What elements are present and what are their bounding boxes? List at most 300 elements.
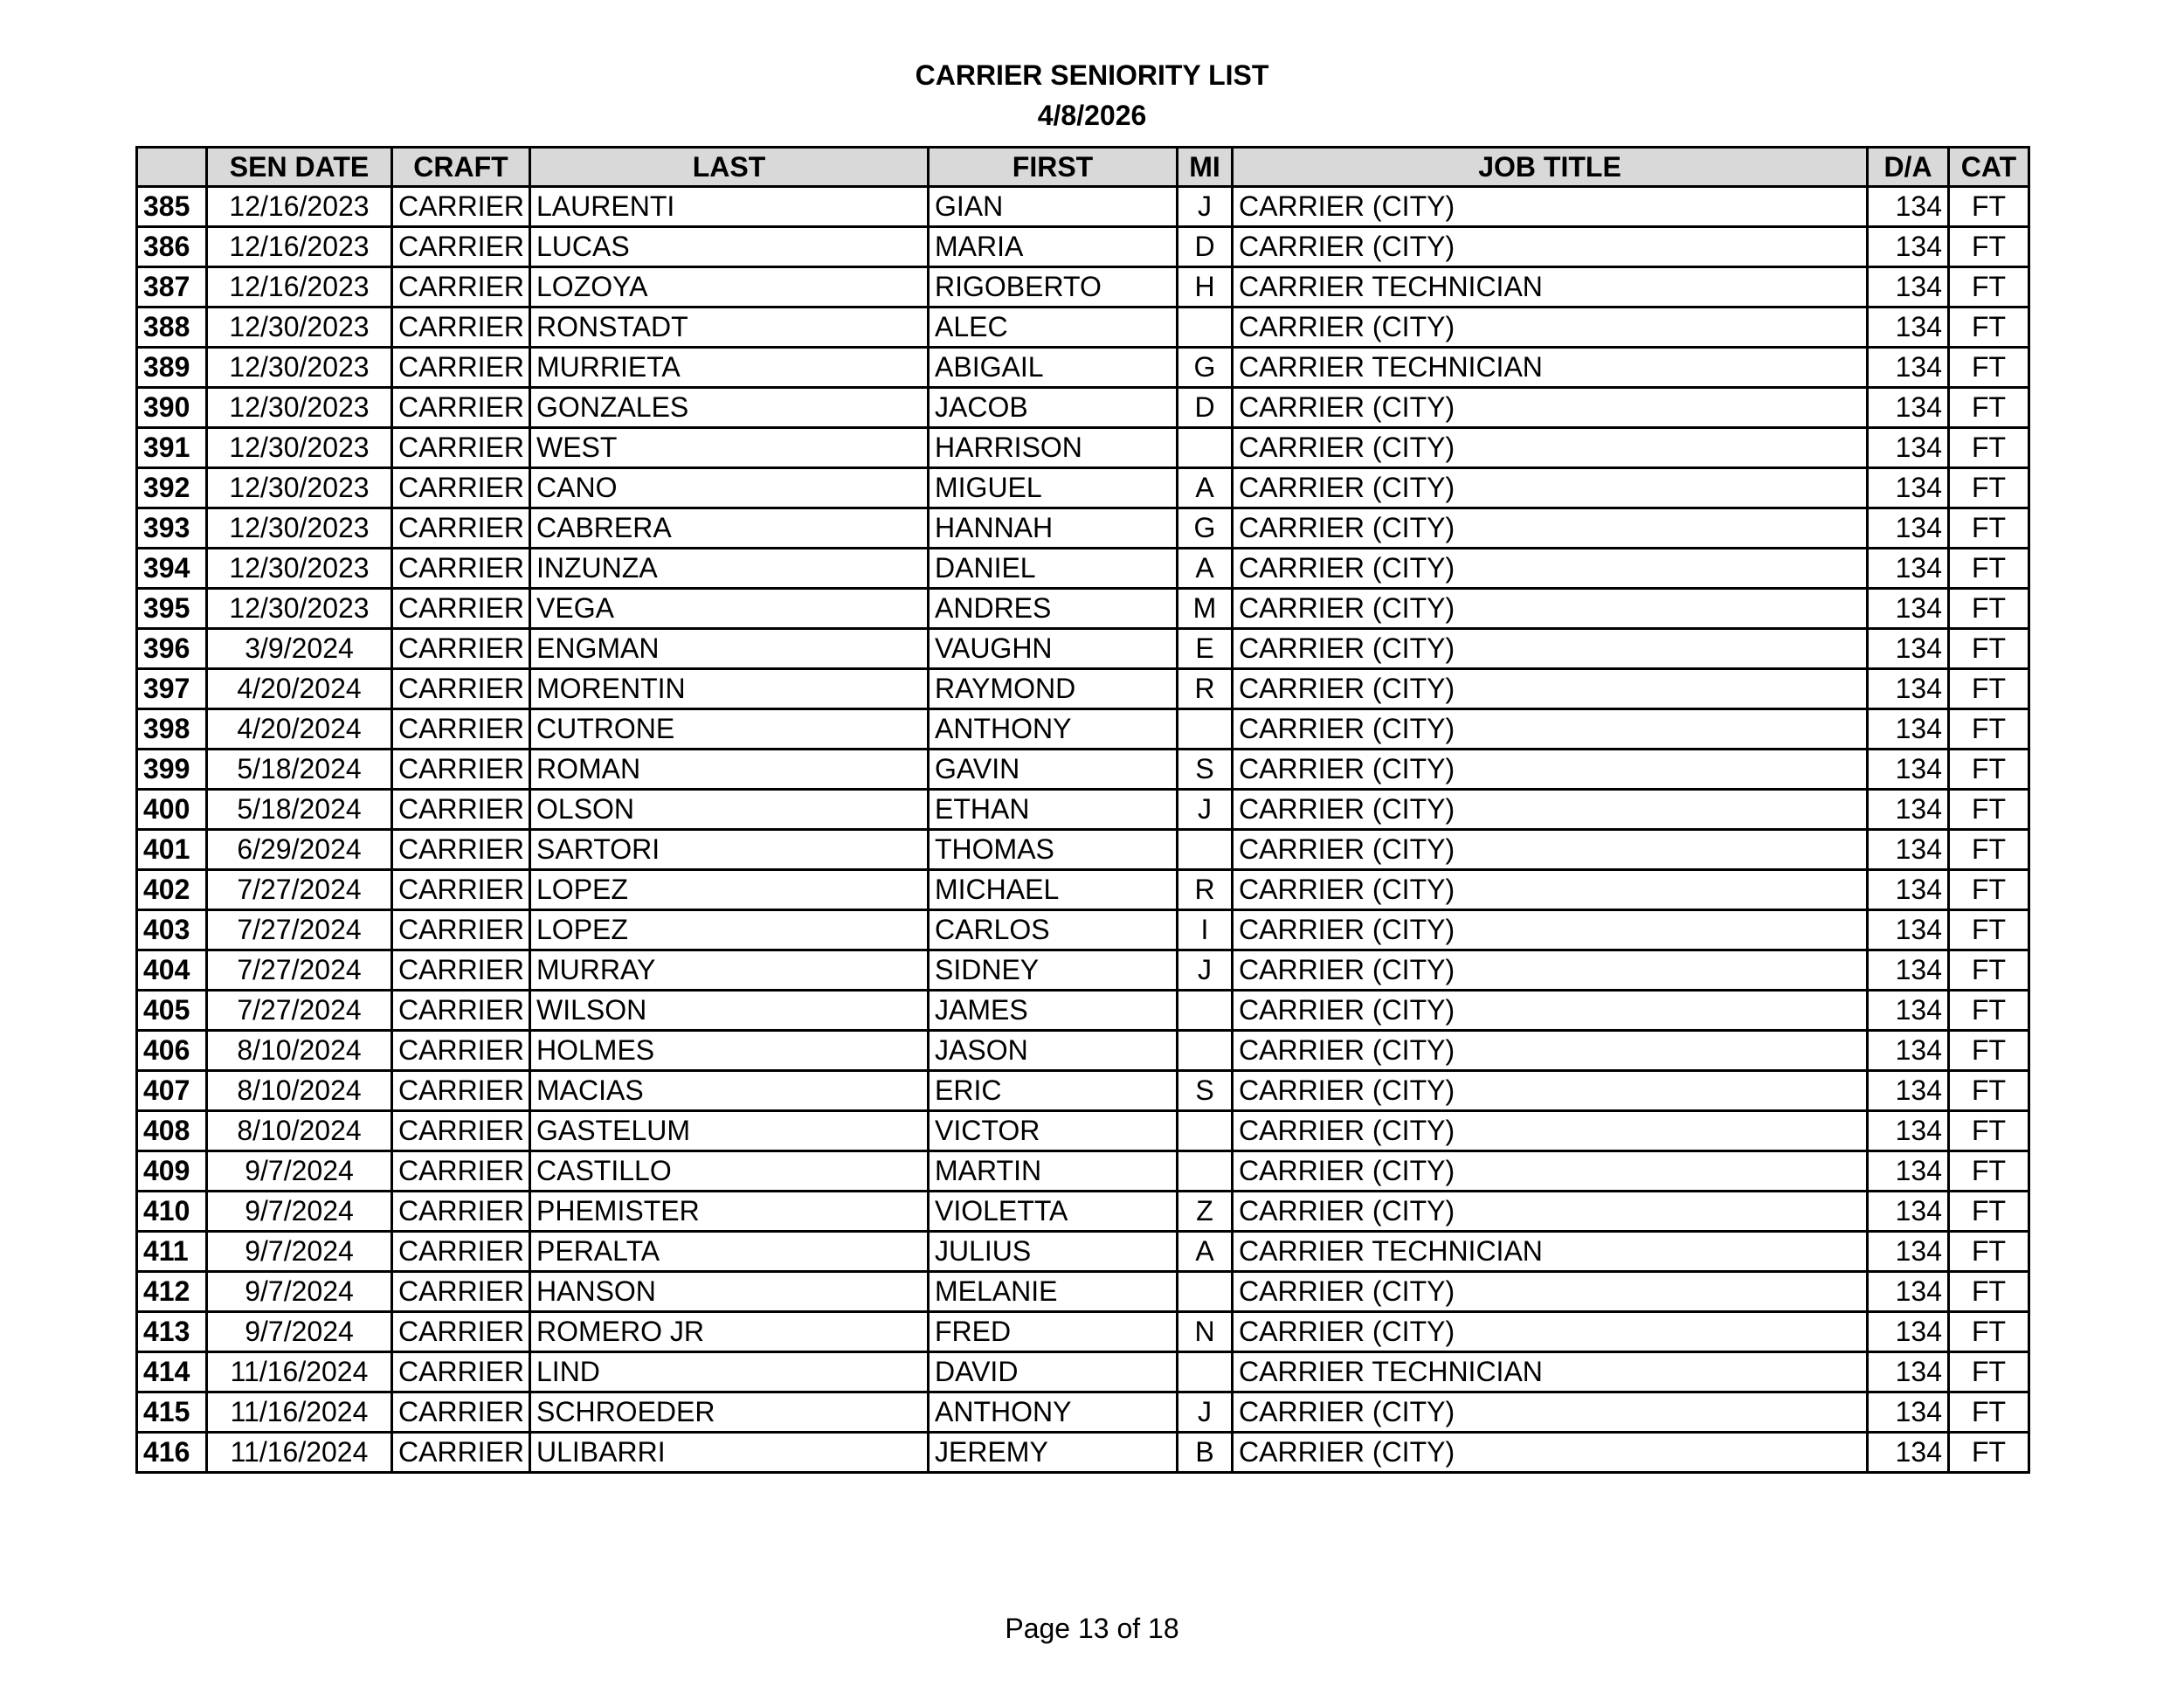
cell-craft: CARRIER xyxy=(392,1232,530,1272)
cell-seniority-number: 402 xyxy=(137,870,207,910)
cell-job-title: CARRIER (CITY) xyxy=(1233,187,1868,227)
cell-category: FT xyxy=(1949,709,2029,750)
cell-sen-date: 8/10/2024 xyxy=(207,1031,392,1071)
cell-craft: CARRIER xyxy=(392,669,530,709)
header-craft: CRAFT xyxy=(392,148,530,187)
cell-middle-initial: G xyxy=(1178,508,1233,549)
cell-seniority-number: 406 xyxy=(137,1031,207,1071)
table-row xyxy=(137,267,2029,307)
cell-da: 134 xyxy=(1868,508,1949,549)
cell-craft: CARRIER xyxy=(392,1111,530,1151)
cell-seniority-number: 393 xyxy=(137,508,207,549)
table-row xyxy=(137,910,2029,950)
cell-craft: CARRIER xyxy=(392,910,530,950)
table-row xyxy=(137,428,2029,468)
cell-job-title: CARRIER (CITY) xyxy=(1233,1272,1868,1312)
table-row xyxy=(137,1151,2029,1192)
cell-middle-initial: A xyxy=(1178,549,1233,589)
cell-category: FT xyxy=(1949,227,2029,267)
cell-first-name: MARTIN xyxy=(929,1151,1178,1192)
cell-craft: CARRIER xyxy=(392,428,530,468)
cell-first-name: JULIUS xyxy=(929,1232,1178,1272)
cell-middle-initial: D xyxy=(1178,388,1233,428)
table-row xyxy=(137,549,2029,589)
header-mi: MI xyxy=(1178,148,1233,187)
cell-seniority-number: 407 xyxy=(137,1071,207,1111)
cell-da: 134 xyxy=(1868,830,1949,870)
cell-da: 134 xyxy=(1868,1352,1949,1392)
cell-job-title: CARRIER TECHNICIAN xyxy=(1233,1232,1868,1272)
cell-craft: CARRIER xyxy=(392,508,530,549)
cell-job-title: CARRIER (CITY) xyxy=(1233,790,1868,830)
cell-category: FT xyxy=(1949,1151,2029,1192)
cell-sen-date: 8/10/2024 xyxy=(207,1071,392,1111)
cell-middle-initial: I xyxy=(1178,910,1233,950)
cell-craft: CARRIER xyxy=(392,991,530,1031)
cell-first-name: ETHAN xyxy=(929,790,1178,830)
cell-middle-initial: E xyxy=(1178,629,1233,669)
cell-sen-date: 12/30/2023 xyxy=(207,549,392,589)
cell-seniority-number: 398 xyxy=(137,709,207,750)
cell-last-name: WEST xyxy=(530,428,929,468)
cell-da: 134 xyxy=(1868,870,1949,910)
cell-craft: CARRIER xyxy=(392,187,530,227)
cell-craft: CARRIER xyxy=(392,307,530,348)
cell-last-name: ULIBARRI xyxy=(530,1433,929,1473)
page-number: Page 13 of 18 xyxy=(1005,1613,1179,1644)
cell-first-name: MIGUEL xyxy=(929,468,1178,508)
cell-craft: CARRIER xyxy=(392,629,530,669)
cell-craft: CARRIER xyxy=(392,589,530,629)
cell-job-title: CARRIER (CITY) xyxy=(1233,227,1868,267)
table-row xyxy=(137,991,2029,1031)
cell-middle-initial xyxy=(1178,1272,1233,1312)
table-row xyxy=(137,307,2029,348)
cell-da: 134 xyxy=(1868,910,1949,950)
cell-last-name: LIND xyxy=(530,1352,929,1392)
cell-seniority-number: 410 xyxy=(137,1192,207,1232)
cell-middle-initial xyxy=(1178,428,1233,468)
cell-first-name: FRED xyxy=(929,1312,1178,1352)
cell-sen-date: 9/7/2024 xyxy=(207,1232,392,1272)
cell-middle-initial: S xyxy=(1178,1071,1233,1111)
cell-sen-date: 12/30/2023 xyxy=(207,388,392,428)
cell-last-name: ROMAN xyxy=(530,750,929,790)
cell-category: FT xyxy=(1949,348,2029,388)
cell-first-name: ANTHONY xyxy=(929,709,1178,750)
cell-middle-initial: H xyxy=(1178,267,1233,307)
cell-first-name: RAYMOND xyxy=(929,669,1178,709)
cell-first-name: ERIC xyxy=(929,1071,1178,1111)
table-header-row xyxy=(137,148,2029,187)
cell-first-name: ANTHONY xyxy=(929,1392,1178,1433)
cell-last-name: LOPEZ xyxy=(530,910,929,950)
cell-middle-initial: Z xyxy=(1178,1192,1233,1232)
cell-seniority-number: 386 xyxy=(137,227,207,267)
cell-craft: CARRIER xyxy=(392,1392,530,1433)
cell-da: 134 xyxy=(1868,1272,1949,1312)
cell-da: 134 xyxy=(1868,348,1949,388)
cell-da: 134 xyxy=(1868,388,1949,428)
cell-seniority-number: 395 xyxy=(137,589,207,629)
cell-category: FT xyxy=(1949,187,2029,227)
cell-sen-date: 7/27/2024 xyxy=(207,991,392,1031)
cell-middle-initial xyxy=(1178,307,1233,348)
cell-job-title: CARRIER (CITY) xyxy=(1233,1192,1868,1232)
table-row xyxy=(137,629,2029,669)
cell-first-name: GAVIN xyxy=(929,750,1178,790)
cell-craft: CARRIER xyxy=(392,1071,530,1111)
cell-job-title: CARRIER TECHNICIAN xyxy=(1233,348,1868,388)
table-row xyxy=(137,1392,2029,1433)
cell-category: FT xyxy=(1949,1272,2029,1312)
cell-category: FT xyxy=(1949,950,2029,991)
cell-last-name: RONSTADT xyxy=(530,307,929,348)
cell-first-name: ANDRES xyxy=(929,589,1178,629)
cell-category: FT xyxy=(1949,870,2029,910)
cell-category: FT xyxy=(1949,388,2029,428)
cell-craft: CARRIER xyxy=(392,1433,530,1473)
cell-middle-initial xyxy=(1178,830,1233,870)
cell-first-name: VICTOR xyxy=(929,1111,1178,1151)
cell-da: 134 xyxy=(1868,307,1949,348)
cell-sen-date: 5/18/2024 xyxy=(207,750,392,790)
table-row xyxy=(137,709,2029,750)
cell-craft: CARRIER xyxy=(392,1031,530,1071)
cell-last-name: ENGMAN xyxy=(530,629,929,669)
cell-last-name: LAURENTI xyxy=(530,187,929,227)
cell-seniority-number: 396 xyxy=(137,629,207,669)
table-row xyxy=(137,187,2029,227)
cell-da: 134 xyxy=(1868,629,1949,669)
cell-first-name: RIGOBERTO xyxy=(929,267,1178,307)
cell-sen-date: 12/16/2023 xyxy=(207,267,392,307)
cell-seniority-number: 394 xyxy=(137,549,207,589)
table-row xyxy=(137,669,2029,709)
cell-middle-initial: J xyxy=(1178,187,1233,227)
cell-craft: CARRIER xyxy=(392,1272,530,1312)
table-row xyxy=(137,388,2029,428)
cell-middle-initial: M xyxy=(1178,589,1233,629)
cell-craft: CARRIER xyxy=(392,870,530,910)
table-row xyxy=(137,750,2029,790)
header-sen-date: SEN DATE xyxy=(207,148,392,187)
cell-seniority-number: 411 xyxy=(137,1232,207,1272)
cell-job-title: CARRIER (CITY) xyxy=(1233,1392,1868,1433)
cell-last-name: WILSON xyxy=(530,991,929,1031)
cell-da: 134 xyxy=(1868,991,1949,1031)
cell-middle-initial: J xyxy=(1178,790,1233,830)
cell-sen-date: 12/30/2023 xyxy=(207,428,392,468)
cell-job-title: CARRIER (CITY) xyxy=(1233,468,1868,508)
cell-seniority-number: 403 xyxy=(137,910,207,950)
cell-first-name: VAUGHN xyxy=(929,629,1178,669)
cell-craft: CARRIER xyxy=(392,1192,530,1232)
table-row xyxy=(137,1031,2029,1071)
table-row xyxy=(137,468,2029,508)
table-row xyxy=(137,1312,2029,1352)
cell-sen-date: 12/30/2023 xyxy=(207,307,392,348)
cell-da: 134 xyxy=(1868,1232,1949,1272)
cell-job-title: CARRIER (CITY) xyxy=(1233,307,1868,348)
cell-sen-date: 4/20/2024 xyxy=(207,709,392,750)
cell-seniority-number: 391 xyxy=(137,428,207,468)
document-title: CARRIER SENIORITY LIST xyxy=(915,59,1269,91)
cell-last-name: MURRIETA xyxy=(530,348,929,388)
cell-category: FT xyxy=(1949,428,2029,468)
cell-sen-date: 12/30/2023 xyxy=(207,589,392,629)
cell-job-title: CARRIER (CITY) xyxy=(1233,549,1868,589)
header-cat: CAT xyxy=(1949,148,2029,187)
table-row xyxy=(137,830,2029,870)
cell-seniority-number: 408 xyxy=(137,1111,207,1151)
cell-last-name: CASTILLO xyxy=(530,1151,929,1192)
cell-last-name: PERALTA xyxy=(530,1232,929,1272)
cell-first-name: HARRISON xyxy=(929,428,1178,468)
cell-da: 134 xyxy=(1868,227,1949,267)
cell-first-name: JAMES xyxy=(929,991,1178,1031)
cell-last-name: LUCAS xyxy=(530,227,929,267)
cell-seniority-number: 412 xyxy=(137,1272,207,1312)
cell-last-name: VEGA xyxy=(530,589,929,629)
cell-last-name: HANSON xyxy=(530,1272,929,1312)
cell-middle-initial xyxy=(1178,991,1233,1031)
cell-da: 134 xyxy=(1868,669,1949,709)
cell-sen-date: 5/18/2024 xyxy=(207,790,392,830)
cell-last-name: MURRAY xyxy=(530,950,929,991)
cell-seniority-number: 387 xyxy=(137,267,207,307)
table-row xyxy=(137,1111,2029,1151)
header-num xyxy=(137,148,207,187)
cell-job-title: CARRIER (CITY) xyxy=(1233,830,1868,870)
cell-last-name: MACIAS xyxy=(530,1071,929,1111)
cell-sen-date: 9/7/2024 xyxy=(207,1192,392,1232)
cell-da: 134 xyxy=(1868,950,1949,991)
cell-first-name: SIDNEY xyxy=(929,950,1178,991)
cell-da: 134 xyxy=(1868,1192,1949,1232)
cell-middle-initial: J xyxy=(1178,1392,1233,1433)
cell-seniority-number: 404 xyxy=(137,950,207,991)
cell-seniority-number: 414 xyxy=(137,1352,207,1392)
cell-job-title: CARRIER (CITY) xyxy=(1233,388,1868,428)
cell-last-name: INZUNZA xyxy=(530,549,929,589)
cell-first-name: MARIA xyxy=(929,227,1178,267)
cell-seniority-number: 405 xyxy=(137,991,207,1031)
cell-first-name: JACOB xyxy=(929,388,1178,428)
cell-middle-initial: J xyxy=(1178,950,1233,991)
cell-middle-initial: D xyxy=(1178,227,1233,267)
cell-sen-date: 12/16/2023 xyxy=(207,187,392,227)
cell-sen-date: 7/27/2024 xyxy=(207,910,392,950)
cell-first-name: JEREMY xyxy=(929,1433,1178,1473)
cell-job-title: CARRIER TECHNICIAN xyxy=(1233,267,1868,307)
cell-job-title: CARRIER (CITY) xyxy=(1233,669,1868,709)
cell-da: 134 xyxy=(1868,468,1949,508)
cell-job-title: CARRIER (CITY) xyxy=(1233,991,1868,1031)
table-row xyxy=(137,508,2029,549)
cell-job-title: CARRIER (CITY) xyxy=(1233,750,1868,790)
header-first: FIRST xyxy=(929,148,1178,187)
cell-da: 134 xyxy=(1868,1433,1949,1473)
cell-job-title: CARRIER (CITY) xyxy=(1233,1433,1868,1473)
table-row xyxy=(137,1433,2029,1473)
cell-seniority-number: 413 xyxy=(137,1312,207,1352)
cell-last-name: LOZOYA xyxy=(530,267,929,307)
cell-craft: CARRIER xyxy=(392,750,530,790)
cell-last-name: HOLMES xyxy=(530,1031,929,1071)
cell-middle-initial xyxy=(1178,1151,1233,1192)
cell-craft: CARRIER xyxy=(392,267,530,307)
cell-da: 134 xyxy=(1868,1392,1949,1433)
cell-sen-date: 4/20/2024 xyxy=(207,669,392,709)
cell-middle-initial xyxy=(1178,1031,1233,1071)
cell-middle-initial: G xyxy=(1178,348,1233,388)
table-row xyxy=(137,790,2029,830)
header-job-title: JOB TITLE xyxy=(1233,148,1868,187)
cell-category: FT xyxy=(1949,750,2029,790)
cell-da: 134 xyxy=(1868,790,1949,830)
cell-last-name: MORENTIN xyxy=(530,669,929,709)
cell-da: 134 xyxy=(1868,428,1949,468)
cell-seniority-number: 400 xyxy=(137,790,207,830)
cell-da: 134 xyxy=(1868,589,1949,629)
cell-da: 134 xyxy=(1868,549,1949,589)
cell-craft: CARRIER xyxy=(392,348,530,388)
cell-first-name: JASON xyxy=(929,1031,1178,1071)
cell-craft: CARRIER xyxy=(392,830,530,870)
cell-job-title: CARRIER (CITY) xyxy=(1233,1312,1868,1352)
cell-sen-date: 12/30/2023 xyxy=(207,348,392,388)
cell-seniority-number: 397 xyxy=(137,669,207,709)
cell-sen-date: 11/16/2024 xyxy=(207,1352,392,1392)
cell-da: 134 xyxy=(1868,1111,1949,1151)
cell-category: FT xyxy=(1949,1031,2029,1071)
cell-middle-initial: B xyxy=(1178,1433,1233,1473)
cell-job-title: CARRIER (CITY) xyxy=(1233,870,1868,910)
cell-job-title: CARRIER (CITY) xyxy=(1233,629,1868,669)
cell-middle-initial xyxy=(1178,709,1233,750)
cell-category: FT xyxy=(1949,1392,2029,1433)
cell-craft: CARRIER xyxy=(392,1352,530,1392)
table-row xyxy=(137,1232,2029,1272)
cell-da: 134 xyxy=(1868,187,1949,227)
cell-category: FT xyxy=(1949,549,2029,589)
cell-first-name: ABIGAIL xyxy=(929,348,1178,388)
cell-job-title: CARRIER (CITY) xyxy=(1233,1031,1868,1071)
header-last: LAST xyxy=(530,148,929,187)
table-row xyxy=(137,348,2029,388)
cell-job-title: CARRIER (CITY) xyxy=(1233,910,1868,950)
cell-category: FT xyxy=(1949,468,2029,508)
cell-craft: CARRIER xyxy=(392,790,530,830)
cell-first-name: THOMAS xyxy=(929,830,1178,870)
cell-job-title: CARRIER (CITY) xyxy=(1233,1071,1868,1111)
cell-sen-date: 7/27/2024 xyxy=(207,950,392,991)
cell-category: FT xyxy=(1949,669,2029,709)
cell-seniority-number: 415 xyxy=(137,1392,207,1433)
cell-sen-date: 8/10/2024 xyxy=(207,1111,392,1151)
cell-category: FT xyxy=(1949,1312,2029,1352)
cell-da: 134 xyxy=(1868,267,1949,307)
cell-category: FT xyxy=(1949,267,2029,307)
cell-category: FT xyxy=(1949,1232,2029,1272)
cell-sen-date: 12/30/2023 xyxy=(207,468,392,508)
cell-craft: CARRIER xyxy=(392,388,530,428)
cell-last-name: CUTRONE xyxy=(530,709,929,750)
cell-last-name: LOPEZ xyxy=(530,870,929,910)
cell-sen-date: 9/7/2024 xyxy=(207,1312,392,1352)
cell-craft: CARRIER xyxy=(392,1312,530,1352)
cell-craft: CARRIER xyxy=(392,1151,530,1192)
cell-last-name: GONZALES xyxy=(530,388,929,428)
cell-seniority-number: 388 xyxy=(137,307,207,348)
cell-last-name: PHEMISTER xyxy=(530,1192,929,1232)
cell-category: FT xyxy=(1949,307,2029,348)
cell-first-name: DAVID xyxy=(929,1352,1178,1392)
cell-last-name: GASTELUM xyxy=(530,1111,929,1151)
table-row xyxy=(137,589,2029,629)
cell-category: FT xyxy=(1949,1192,2029,1232)
cell-job-title: CARRIER (CITY) xyxy=(1233,508,1868,549)
cell-craft: CARRIER xyxy=(392,227,530,267)
cell-da: 134 xyxy=(1868,1071,1949,1111)
cell-category: FT xyxy=(1949,508,2029,549)
cell-last-name: CANO xyxy=(530,468,929,508)
cell-first-name: HANNAH xyxy=(929,508,1178,549)
cell-sen-date: 9/7/2024 xyxy=(207,1151,392,1192)
cell-first-name: MICHAEL xyxy=(929,870,1178,910)
cell-category: FT xyxy=(1949,790,2029,830)
cell-da: 134 xyxy=(1868,750,1949,790)
seniority-table xyxy=(135,146,2030,1474)
cell-craft: CARRIER xyxy=(392,950,530,991)
cell-category: FT xyxy=(1949,1433,2029,1473)
cell-craft: CARRIER xyxy=(392,709,530,750)
cell-middle-initial: A xyxy=(1178,1232,1233,1272)
document-date: 4/8/2026 xyxy=(1037,100,1147,131)
cell-job-title: CARRIER (CITY) xyxy=(1233,709,1868,750)
cell-da: 134 xyxy=(1868,1031,1949,1071)
table-row xyxy=(137,227,2029,267)
cell-seniority-number: 392 xyxy=(137,468,207,508)
cell-sen-date: 11/16/2024 xyxy=(207,1433,392,1473)
cell-seniority-number: 409 xyxy=(137,1151,207,1192)
cell-sen-date: 12/16/2023 xyxy=(207,227,392,267)
cell-last-name: ROMERO JR xyxy=(530,1312,929,1352)
table-row xyxy=(137,1352,2029,1392)
cell-category: FT xyxy=(1949,910,2029,950)
cell-first-name: DANIEL xyxy=(929,549,1178,589)
cell-middle-initial: S xyxy=(1178,750,1233,790)
header-da: D/A xyxy=(1868,148,1949,187)
cell-seniority-number: 390 xyxy=(137,388,207,428)
cell-sen-date: 6/29/2024 xyxy=(207,830,392,870)
table-row xyxy=(137,1192,2029,1232)
table-row xyxy=(137,950,2029,991)
cell-last-name: SCHROEDER xyxy=(530,1392,929,1433)
table-row xyxy=(137,1272,2029,1312)
cell-job-title: CARRIER (CITY) xyxy=(1233,950,1868,991)
cell-job-title: CARRIER (CITY) xyxy=(1233,1151,1868,1192)
cell-middle-initial: R xyxy=(1178,669,1233,709)
cell-middle-initial xyxy=(1178,1352,1233,1392)
cell-first-name: MELANIE xyxy=(929,1272,1178,1312)
cell-middle-initial: A xyxy=(1178,468,1233,508)
cell-job-title: CARRIER TECHNICIAN xyxy=(1233,1352,1868,1392)
cell-category: FT xyxy=(1949,1071,2029,1111)
cell-first-name: GIAN xyxy=(929,187,1178,227)
cell-category: FT xyxy=(1949,1352,2029,1392)
